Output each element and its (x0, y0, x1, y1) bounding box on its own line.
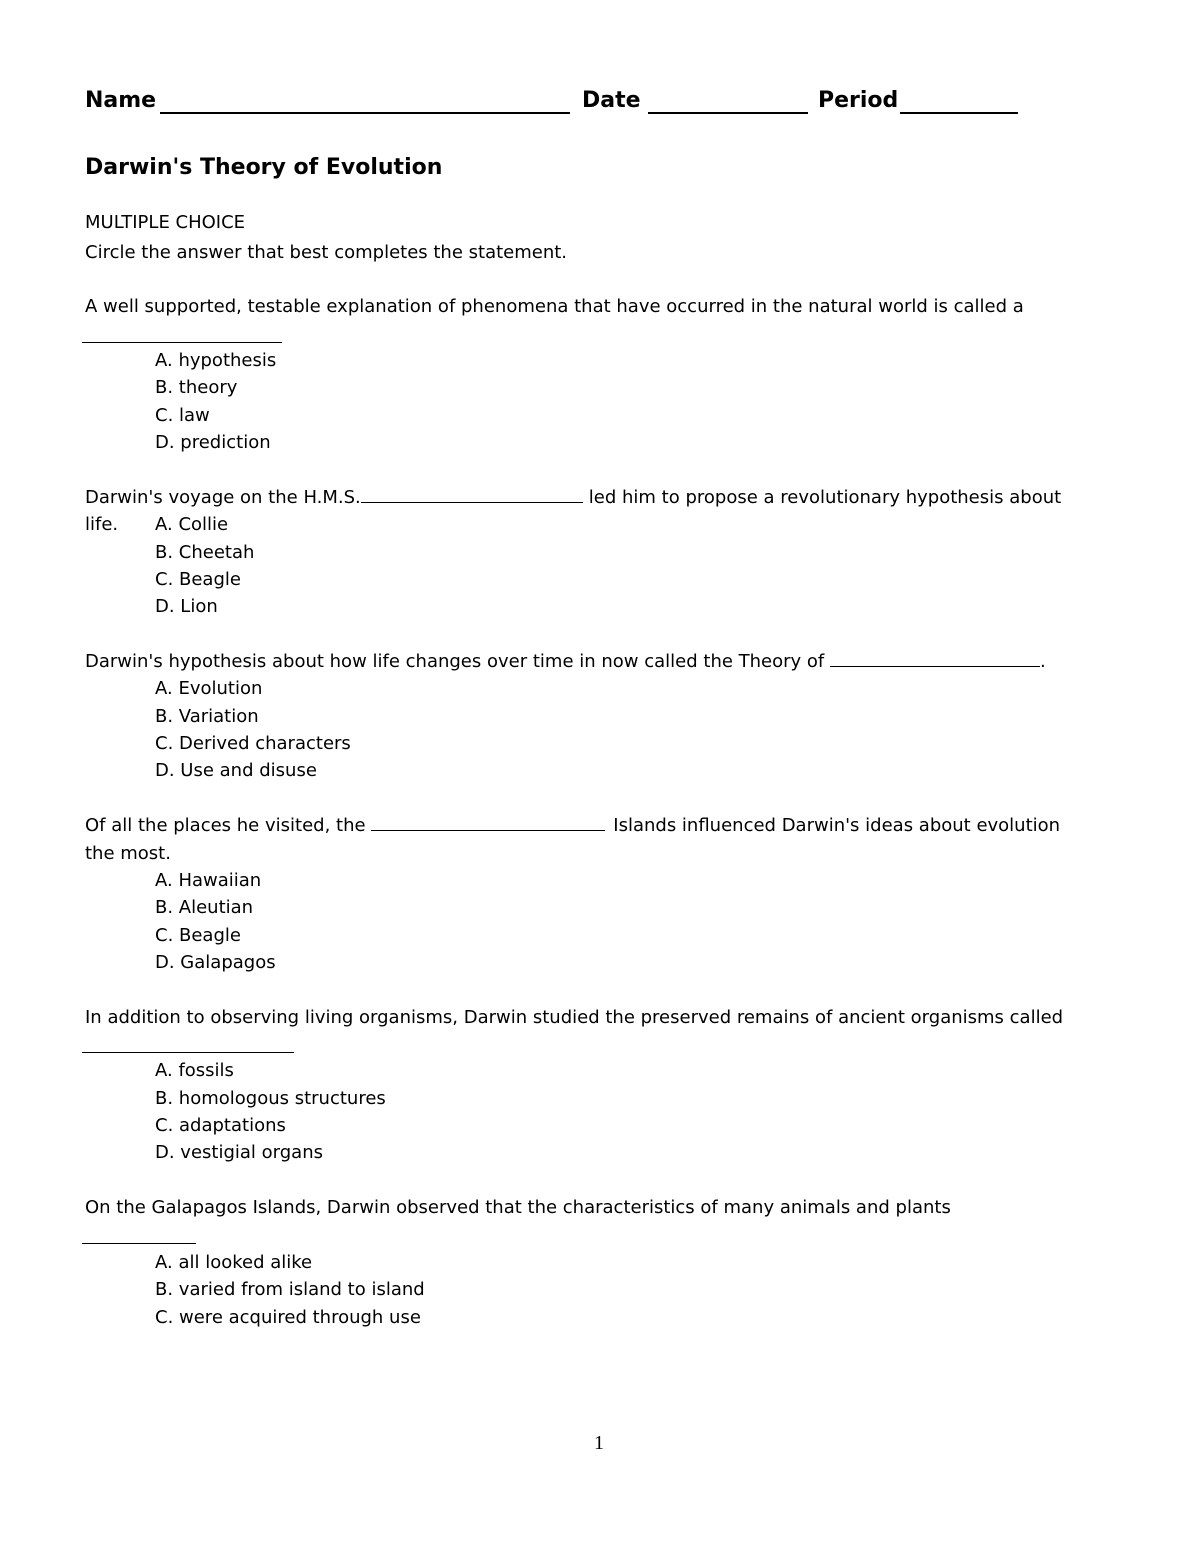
question-3-blank[interactable] (830, 652, 1040, 667)
question-6-blank[interactable] (82, 1243, 196, 1244)
question-4-line (85, 815, 1060, 837)
section-heading: MULTIPLE CHOICE (85, 212, 246, 233)
question-1-option[interactable]: A. hypothesis (155, 350, 277, 371)
question-1-option[interactable]: D. prediction (155, 432, 271, 453)
question-1-option[interactable]: B. theory (155, 377, 238, 398)
question-2-option[interactable]: D. Lion (155, 596, 218, 617)
question-4-option[interactable]: D. Galapagos (155, 952, 276, 973)
name-field[interactable] (160, 112, 570, 114)
question-2-text-before: Darwin's voyage on the H.M.S. (85, 487, 361, 508)
question-6-option[interactable]: B. varied from island to island (155, 1279, 425, 1300)
header-row (85, 88, 156, 113)
question-3-text-before: Darwin's hypothesis about how life changes over time in now called the Theory of (85, 651, 825, 672)
name-label: Name (85, 88, 157, 113)
date-field[interactable] (648, 112, 808, 114)
page-number: 1 (594, 1432, 604, 1454)
question-4-blank[interactable] (371, 816, 605, 831)
question-3-option[interactable]: B. Variation (155, 706, 259, 727)
question-5-text: In addition to observing living organisms, Darwin studied the preserved remains of ancient organisms called (85, 1007, 1064, 1028)
question-6-option[interactable]: A. all looked alike (155, 1252, 313, 1273)
question-4-option[interactable]: C. Beagle (155, 925, 241, 946)
question-3-option[interactable]: D. Use and disuse (155, 760, 317, 781)
question-5-option[interactable]: C. adaptations (155, 1115, 286, 1136)
period-label: Period (818, 88, 899, 113)
question-6-text: On the Galapagos Islands, Darwin observed that the characteristics of many animals and plants (85, 1197, 951, 1218)
question-5-option[interactable]: D. vestigial organs (155, 1142, 323, 1163)
question-4-text-before: Of all the places he visited, the (85, 815, 366, 836)
question-2-continued: life. (85, 514, 119, 535)
question-6-option[interactable]: C. were acquired through use (155, 1307, 421, 1328)
question-2-text-after: led him to propose a revolutionary hypothesis about (588, 487, 1062, 508)
section-instruction: Circle the answer that best completes the statement. (85, 242, 568, 263)
question-4-text-after: Islands influenced Darwin's ideas about evolution (613, 815, 1061, 836)
question-3-option[interactable]: A. Evolution (155, 678, 263, 699)
question-2-option[interactable]: A. Collie (155, 514, 229, 535)
question-2-line (85, 487, 1061, 509)
date-label: Date (582, 88, 641, 113)
question-2-blank[interactable] (361, 488, 583, 503)
question-4-option[interactable]: A. Hawaiian (155, 870, 262, 891)
question-1-option[interactable]: C. law (155, 405, 210, 426)
question-5-blank[interactable] (82, 1052, 294, 1053)
question-5-option[interactable]: A. fossils (155, 1060, 234, 1081)
question-1-text: A well supported, testable explanation of phenomena that have occurred in the natural world is called a (85, 296, 1024, 317)
question-5-option[interactable]: B. homologous structures (155, 1088, 386, 1109)
worksheet-title: Darwin's Theory of Evolution (85, 155, 443, 180)
question-3-option[interactable]: C. Derived characters (155, 733, 351, 754)
question-2-option[interactable]: C. Beagle (155, 569, 241, 590)
period-field[interactable] (900, 112, 1018, 114)
question-3-line (85, 651, 1046, 673)
question-1-blank[interactable] (82, 342, 282, 343)
question-3-text-after: . (1040, 651, 1046, 672)
question-2-option[interactable]: B. Cheetah (155, 542, 255, 563)
question-4-option[interactable]: B. Aleutian (155, 897, 254, 918)
question-4-continued: the most. (85, 843, 171, 864)
